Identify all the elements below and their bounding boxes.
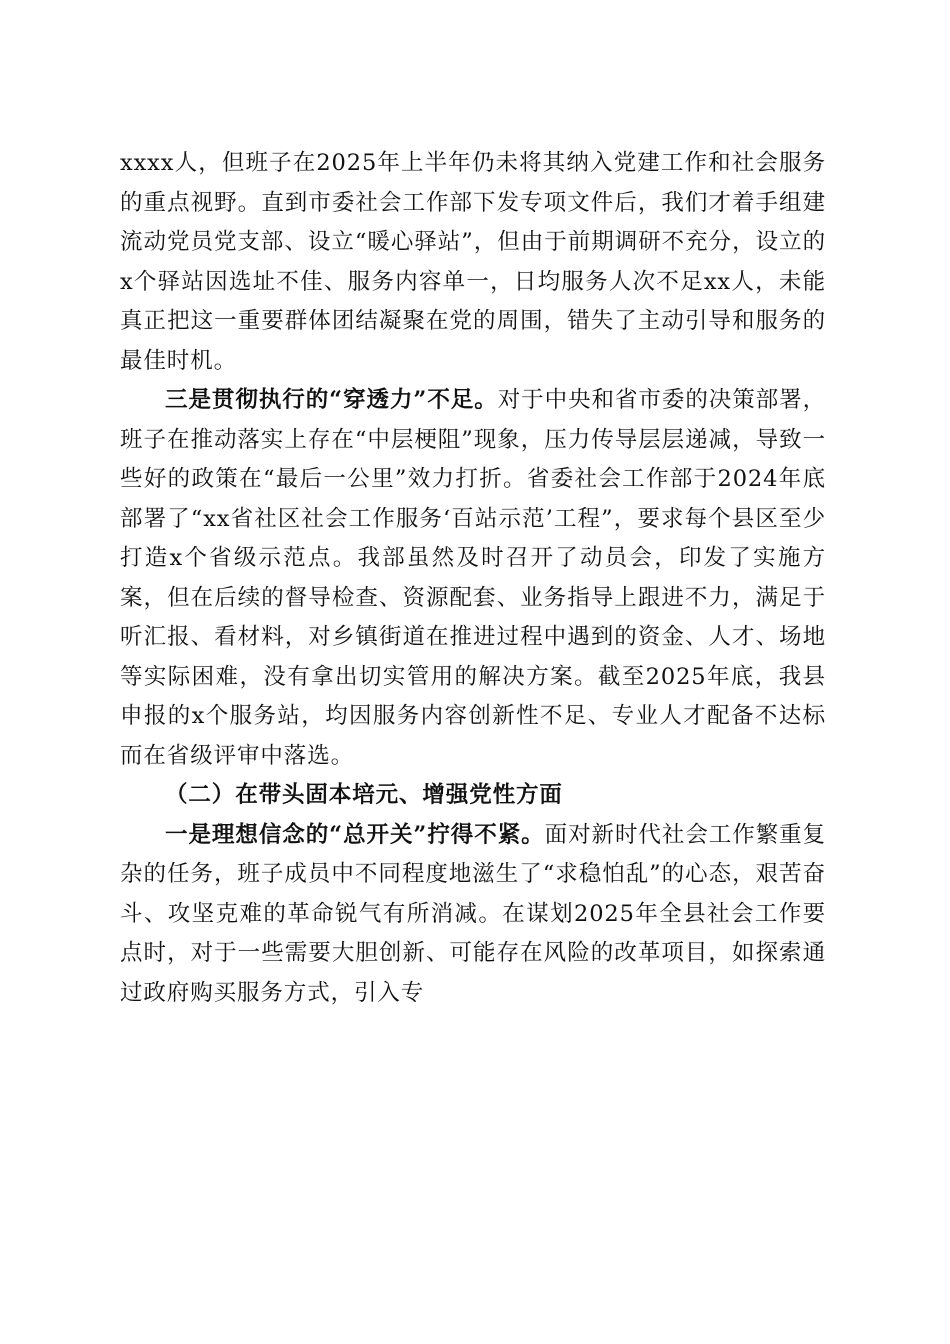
document-body [120,144,826,1013]
paragraph-lead: 三是贯彻执行的“穿透力”不足。 [165,387,498,413]
paragraph-text: 面对新时代社会工作繁重复杂的任务，班子成员中不同程度地滋生了“求稳怕乱”的心态，艰苦奋斗、攻坚克难的革命锐气有所消减。在谋划2025年全县社会工作要点时，对于一些需要大胆创新、可能存在风险的改革项目，如探索通过政府购买服务方式，引入专 [120,821,826,1006]
paragraph-point-one [120,816,826,1014]
paragraph-lead: 一是理想信念的“总开关”拧得不紧。 [165,821,545,848]
paragraph-text: xxxx人，但班子在2025年上半年仍未将其纳入党建工作和社会服务的重点视野。直到市委社会工作部下发专项文件后，我们才着手组建流动党员党支部、设立“暖心驿站”，但由于前期调研不充分，设立的x个驿站因选址不佳、服务内容单一，日均服务人次不足xx人，未能真正把这一重要群体团结凝聚在党的周围，错失了主动引导和服务的最佳时机。 [120,150,826,374]
section-heading: （二）在带头固本培元、增强党性方面 [165,782,563,808]
paragraph-continued [120,144,826,381]
paragraph-text: 对于中央和省市委的决策部署，班子在推动落实上存在“中层梗阻”现象，压力传导层层递减，导致一些好的政策在“最后一公里”效力打折。省委社会工作部于2024年底部署了“xx省社区社会工作服务‘百站示范’工程”，要求每个县区至少打造x个省级示范点。我部虽然及时召开了动员会，印发了实施方案，但在后续的督导检查、资源配套、业务指导上跟进不力，满足于听汇报、看材料，对乡镇街道在推进过程中遇到的资金、人才、场地等实际困难，没有拿出切实管用的解决方案。截至2025年底，我县申报的x个服务站，均因服务内容创新性不足、专业人才配备不达标而在省级评审中落选。 [120,387,827,769]
paragraph-point-three [120,381,826,776]
